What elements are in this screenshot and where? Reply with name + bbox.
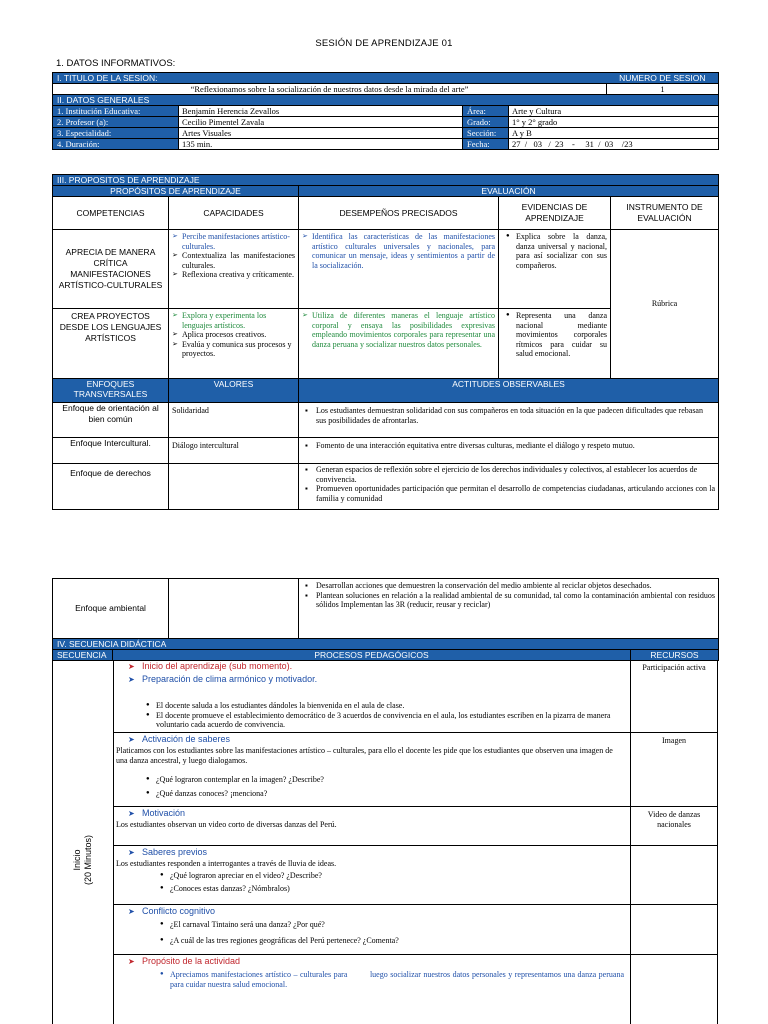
- enfoque-bien-comun: Enfoque de orientación al bien común: [53, 403, 169, 438]
- motivacion-text: Los estudiantes observan un video corto de diversas danzas del Perú.: [116, 820, 337, 829]
- profesor-value: Cecilio Pimentel Zavala: [179, 117, 463, 128]
- evaluacion-header: EVALUACIÓN: [299, 186, 719, 197]
- propositos-header: PROPÓSITOS DE APRENDIZAJE: [53, 186, 299, 197]
- desempeno-crea: [299, 309, 499, 379]
- actitudes-bien-comun: [299, 403, 719, 438]
- bloque-proposito: [114, 955, 630, 1024]
- bloque-motivacion: [114, 807, 630, 846]
- capacidades-col-header: CAPACIDADES: [169, 197, 299, 230]
- saberes-text: Los estudiantes responden a interrogantes a través de lluvia de ideas.: [116, 859, 337, 868]
- valor-derechos: [169, 464, 299, 510]
- saberes-heading-text: Saberes previos: [142, 847, 208, 857]
- secuencia-body: [52, 660, 718, 1024]
- proposito-heading-text: Propósito de la actividad: [142, 956, 241, 966]
- divider: [631, 845, 717, 846]
- numero-sesion-value: 1: [607, 84, 719, 95]
- evidencia-item: ● Representa una danza nacional mediante movimientos corporales rítmicos para cuidar su salud emocional.: [516, 311, 607, 359]
- especialidad-value: Artes Visuales: [179, 128, 463, 139]
- propositos-table: [52, 174, 719, 510]
- datos-generales-label: II. DATOS GENERALES: [53, 95, 719, 106]
- duracion-value: 135 min.: [179, 139, 463, 150]
- evidencia-aprecia: [499, 230, 611, 309]
- enfoque-ambiental: Enfoque ambiental: [53, 579, 169, 639]
- inicio-heading: ➤ Inicio del aprendizaje (sub momento).: [128, 661, 293, 671]
- bloque-saberes: [114, 846, 630, 905]
- actitudes-col-header: ACTITUDES OBSERVABLES: [299, 379, 719, 403]
- competencia-aprecia: APRECIA DE MANERA CRÍTICA MANIFESTACIONES ARTÍSTICO-CULTURALES: [53, 230, 169, 309]
- page-title: SESIÓN DE APRENDIZAJE 01: [315, 38, 453, 49]
- capacidad-item: ➢ Reflexiona creativa y críticamente.: [182, 270, 295, 280]
- saberes-item: ● ¿Conoces estas danzas? ¿Nómbralos): [170, 884, 630, 894]
- proposito-item: ● Apreciamos manifestaciones artístico – culturales para luego socializar nuestros datos personales y representamos una danza peruana para cuidar nuestra salud emocional.: [170, 970, 624, 989]
- conflicto-heading-text: Conflicto cognitivo: [142, 906, 216, 916]
- fase-column: [53, 660, 114, 1024]
- valor-ambiental: [169, 579, 299, 639]
- motivacion-heading: ➤ Motivación: [128, 808, 186, 818]
- actitud-item: ▪ Plantean soluciones en relación a la realidad ambiental de su comunidad, tal como la contaminación ambiental con residuos sólidos Implementan las 3R (reducir, reusar y reciclar): [316, 591, 715, 610]
- secuencia-section-label: IV. SECUENCIA DIDÁCTICA: [53, 639, 719, 650]
- valores-col-header: VALORES: [169, 379, 299, 403]
- section-datos-informativos: 1. DATOS INFORMATIVOS:: [56, 58, 176, 69]
- desempenos-col-header: DESEMPEÑOS PRECISADOS: [299, 197, 499, 230]
- divider: [631, 806, 717, 807]
- instrumento-value: Rúbrica: [611, 230, 719, 379]
- capacidad-item: ➢ Explora y experimenta los lenguajes artísticos.: [182, 311, 295, 330]
- procesos-col-header: PROCESOS PEDAGÓGICOS: [113, 650, 631, 661]
- titulo-sesion-label: I. TITULO DE LA SESION:: [53, 73, 607, 84]
- bloque-clima: [114, 660, 630, 733]
- institucion-value: Benjamín Herencia Zevallos: [179, 106, 463, 117]
- evidencia-item: ● Explica sobre la danza, danza universal y nacional, para así socializar con sus compañeros.: [516, 232, 607, 270]
- activacion-recurso: Imagen: [662, 736, 686, 745]
- evidencias-col-header: EVIDENCIAS DE APRENDIZAJE: [499, 197, 611, 230]
- area-label: Área:: [463, 106, 509, 117]
- instrumento-col-header: INSTRUMENTO DE EVALUACIÓN: [611, 197, 719, 230]
- motivacion-recurso: Video de danzas nacionales: [647, 810, 701, 829]
- capacidad-item: ➢ Evalúa y comunica sus procesos y proyectos.: [182, 340, 295, 359]
- activacion-item: ● ¿Qué lograron contemplar en la imagen? ¿Describe?: [156, 775, 630, 785]
- fecha-label: Fecha:: [463, 139, 509, 150]
- clima-recurso: Participación activa: [642, 663, 706, 672]
- capacidades-aprecia: [169, 230, 299, 309]
- capacidad-item: ➢ Aplica procesos creativos.: [182, 330, 295, 340]
- evidencia-crea: [499, 309, 611, 379]
- saberes-item: ● ¿Qué lograron apreciar en el video? ¿Describe?: [170, 871, 630, 881]
- grado-value: 1° y 2° grado: [509, 117, 719, 128]
- desempeno-item: ➢ Identifica las características de las manifestaciones artístico culturales universales y nacionales, para comunicar un mensaje, ideas y sentimientos a partir de la socialización.: [312, 232, 495, 270]
- actitud-item: ▪ Desarrollan acciones que demuestren la conservación del medio ambiente al reciclar objetos desechados.: [316, 581, 715, 591]
- fecha-value: 27 / 03 / 23 - 31 / 03 /23: [509, 139, 719, 150]
- saberes-heading: ➤ Saberes previos: [128, 847, 208, 857]
- grado-label: Grado:: [463, 117, 509, 128]
- numero-sesion-label: NUMERO DE SESION: [607, 73, 719, 84]
- institucion-label: 1. Institución Educativa:: [53, 106, 179, 117]
- inicio-heading-text: Inicio del aprendizaje (sub momento).: [142, 661, 293, 671]
- recursos-divider: [630, 660, 631, 1024]
- fase-nombre: Inicio: [72, 849, 82, 871]
- clima-heading: ➤ Preparación de clima armónico y motivador.: [128, 674, 318, 684]
- seccion-value: A y B: [509, 128, 719, 139]
- titulo-sesion-value: “Reflexionamos sobre la socialización de nuestros datos desde la mirada del arte”: [53, 84, 607, 95]
- conflicto-item: ● ¿A cuál de las tres regiones geográficas del Perú pertenece? ¿Comenta?: [170, 936, 630, 946]
- divider: [631, 732, 717, 733]
- conflicto-heading: ➤ Conflicto cognitivo: [128, 906, 216, 916]
- fase-label: [72, 835, 94, 885]
- desempeno-item: ➢ Utiliza de diferentes maneras el lenguaje artístico corporal y ensaya las posibilidades expresivas empleando movimientos corporales para representar una danza peruana y socializar nuestros datos personales.: [312, 311, 495, 349]
- ambiental-secuencia-table: [52, 578, 719, 661]
- area-value: Arte y Cultura: [509, 106, 719, 117]
- seccion-label: Sección:: [463, 128, 509, 139]
- capacidad-item: ➢ Contextualiza las manifestaciones culturales.: [182, 251, 295, 270]
- capacidades-crea: [169, 309, 299, 379]
- actitud-item: ▪ Los estudiantes demuestran solidaridad con sus compañeros en toda situación en la que padecen dificultades que rebasan sus posibilidades de afrontarlas.: [316, 406, 715, 425]
- propositos-section-label: III. PROPOSITOS DE APRENDIZAJE: [53, 175, 719, 186]
- actitudes-intercultural: [299, 438, 719, 464]
- divider: [631, 904, 717, 905]
- motivacion-heading-text: Motivación: [142, 808, 186, 818]
- valor-dialogo: Diálogo intercultural: [169, 438, 299, 464]
- enfoques-col-header: ENFOQUES TRANSVERSALES: [53, 379, 169, 403]
- actitud-item: ▪ Generan espacios de reflexión sobre el ejercicio de los derechos individuales y colectivos, al establecer los acuerdos de convivencia.: [316, 465, 715, 484]
- especialidad-label: 3. Especialidad:: [53, 128, 179, 139]
- duracion-label: 4. Duración:: [53, 139, 179, 150]
- divider: [631, 954, 717, 955]
- bloque-conflicto: [114, 905, 630, 955]
- proposito-heading: ➤ Propósito de la actividad: [128, 956, 241, 966]
- desempeno-aprecia: [299, 230, 499, 309]
- actitud-item: ▪ Promueven oportunidades participación que permitan el desarrollo de competencias ciudadanas, articulando acciones con la familia y comunidad: [316, 484, 715, 503]
- conflicto-item: ● ¿El carnaval Tintaino será una danza? ¿Por qué?: [170, 920, 630, 930]
- enfoque-derechos: Enfoque de derechos: [53, 464, 169, 510]
- activacion-heading-text: Activación de saberes: [142, 734, 231, 744]
- actitud-item: ▪ Fomento de una interacción equitativa entre diversas culturas, mediante el diálogo y respeto mutuo.: [316, 441, 715, 451]
- enfoque-intercultural: Enfoque Intercultural.: [53, 438, 169, 464]
- actitudes-ambiental: [299, 579, 719, 639]
- clima-item: ● El docente saluda a los estudiantes dándoles la bienvenida en el aula de clase.: [156, 701, 624, 711]
- activacion-item: ● ¿Qué danzas conoces? ¡menciona?: [156, 789, 630, 799]
- bloque-activacion: [114, 733, 630, 807]
- datos-table: [52, 72, 719, 150]
- competencias-col-header: COMPETENCIAS: [53, 197, 169, 230]
- clima-item: ● El docente promueve el establecimiento democrático de 3 acuerdos de convivencia en el aula, los estudiantes escriben en la pizarra de manera voluntario cada acuerdo de convivencia.: [156, 711, 624, 730]
- valor-solidaridad: Solidaridad: [169, 403, 299, 438]
- profesor-label: 2. Profesor (a):: [53, 117, 179, 128]
- fase-tiempo: (20 Minutos): [83, 834, 93, 886]
- secuencia-col-header: SECUENCIA: [53, 650, 113, 661]
- recursos-col-header: RECURSOS: [631, 650, 719, 661]
- competencia-crea: CREA PROYECTOS DESDE LOS LENGUAJES ARTÍSTICOS: [53, 309, 169, 379]
- activacion-heading: ➤ Activación de saberes: [128, 734, 231, 744]
- actitudes-derechos: [299, 464, 719, 510]
- capacidad-item: ➢ Percibe manifestaciones artístico-culturales.: [182, 232, 295, 251]
- clima-heading-text: Preparación de clima armónico y motivador.: [142, 674, 318, 684]
- activacion-text: Platicamos con los estudiantes sobre las manifestaciones artístico – culturales, para ello el docente les pide que los estudiantes que observen una imagen de una danza ancestral, y luego dialogamos.: [116, 746, 613, 765]
